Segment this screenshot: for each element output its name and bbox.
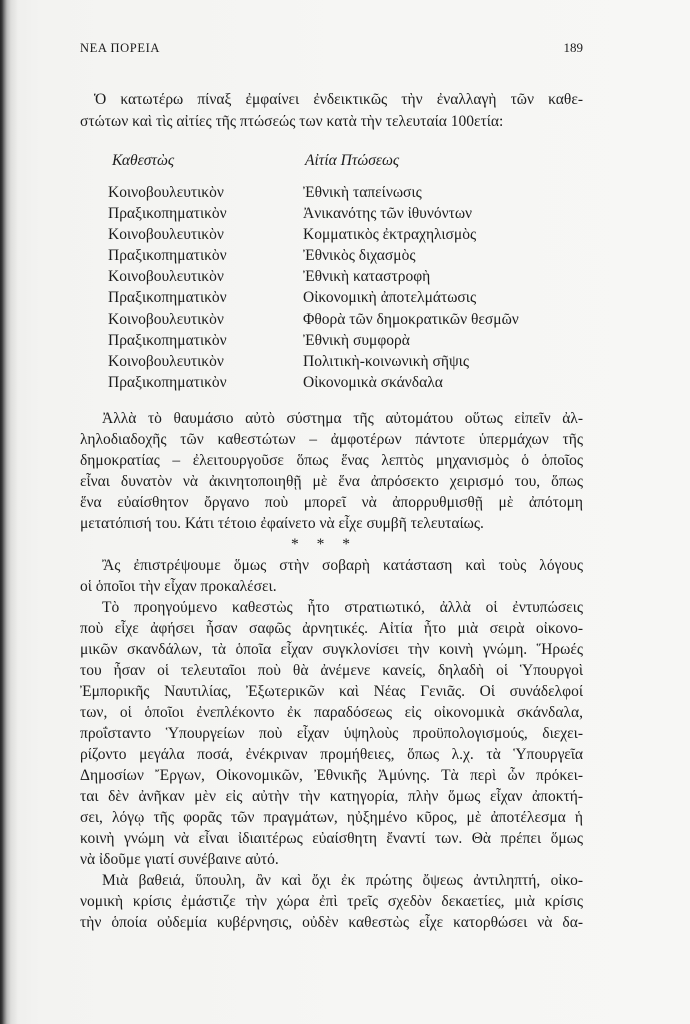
table-cell-cause: Ἐθνικὴ ταπείνωσις [303, 183, 422, 201]
table-cell-cause: Ἐθνικὴ καταστροφὴ [303, 268, 431, 286]
table-row [0, 266, 690, 287]
text-line: του ἦσαν οἱ τελευταῖοι ποὺ θὰ ἀνέμενε κανείς, δηλαδὴ οἱ Ὑπουργοὶ [80, 662, 583, 679]
text-line: μικῶν σκανδάλων, τὰ ὁποῖα εἶχαν συγκλονίσει τὴν κοινὴ γνώμη. Ἥρωές [80, 641, 583, 658]
text-line: νομικὴ κρίσις ἐμάστιζε τὴν χώρα ἐπὶ τρεῖς σχεδὸν δεκαετίες, μιὰ κρίσις [80, 893, 583, 910]
text-line: ἕνα εὐαίσθητον ὄργανο ποὺ μπορεῖ νὰ ἀπορρυθμισθῇ μὲ ἀπότομη [80, 494, 583, 511]
table-cell-cause: Οἰκονομικὰ σκάνδαλα [303, 374, 443, 392]
table-cell-regime: Κοινοβουλευτικὸν [108, 310, 224, 328]
text-line: ληλοδιαδοχῆς τῶν καθεστώτων – ἀμφοτέρων πάντοτε ὑπερμάχων τῆς [80, 431, 583, 448]
table-cell-regime: Κοινοβουλευτικὸν [108, 183, 224, 201]
table-row [0, 351, 690, 372]
table-header-cause: Αἰτία Πτώσεως [305, 152, 400, 169]
table-row [0, 182, 690, 203]
text-line: νὰ ἰδοῦμε γιατί συνέβαινε αὐτό. [80, 851, 279, 868]
table-cell-cause: Πολιτικὴ-κοινωνικὴ σῆψις [303, 353, 469, 370]
text-line: μετατόπισή του. Κάτι τέτοιο ἐφαίνετο νὰ εἶχε συμβῆ τελευταίως. [80, 515, 484, 532]
text-line: ται δὲν ἀνῆκαν μὲν εἰς αὐτὴν τὴν κατηγορία, πλὴν ὅμως εἶχαν ἀποκτή- [80, 788, 583, 805]
table-cell-regime: Πραξικοπηματικὸν [108, 374, 227, 392]
table-row [0, 330, 690, 351]
table-row [0, 372, 690, 393]
page-number: 189 [563, 40, 583, 55]
body-text [80, 408, 583, 933]
table-cell-regime: Κοινοβουλευτικὸν [108, 225, 224, 243]
text-line: ρίζοντο μεγάλα ποσά, ἐνέκριναν προμήθειες, ὅπως λ.χ. τὰ Ὑπουργεῖα [80, 746, 583, 763]
text-line: σει, λόγῳ τῆς φορᾶς τῶν πραγμάτων, ηὐξημένο κῦρος, μὲ ἀποτέλεσμα ἡ [80, 809, 583, 826]
table-row [0, 287, 690, 308]
running-head-title: ΝΕΑ ΠΟΡΕΙΑ [80, 41, 160, 55]
text-line: Δημοσίων Ἔργων, Οἰκονομικῶν, Ἐθνικῆς Ἀμύνης. Τὰ περὶ ὧν πρόκει- [80, 767, 583, 784]
table-cell-cause: Φθορὰ τῶν δημοκρατικῶν θεσμῶν [303, 310, 519, 328]
table-cell-regime: Κοινοβουλευτικὸν [108, 268, 224, 286]
regime-change-table [0, 150, 690, 393]
running-head [80, 40, 583, 56]
table-cell-regime: Πραξικοπηματικὸν [108, 331, 227, 349]
paragraph [80, 555, 583, 597]
intro-paragraph [80, 89, 583, 133]
table-body [0, 182, 690, 394]
table-cell-cause: Κομματικὸς ἐκτραχηλισμὸς [303, 225, 477, 243]
table-cell-cause: Ἐθνικὴ συμφορὰ [303, 331, 410, 349]
text-line: των, οἱ ὁποῖοι ἐνεπλέκοντο ἐκ παραδόσεως εἰς οἰκονομικὰ σκάνδαλα, [80, 704, 583, 721]
text-line: οἱ ὁποῖοι τὴν εἶχαν προκαλέσει. [80, 578, 277, 595]
table-cell-cause: Οἰκονομικὴ ἀποτελμάτωσις [303, 289, 477, 307]
paragraph [80, 870, 583, 933]
table-cell-regime: Πραξικοπηματικὸν [108, 247, 227, 265]
text-line: Τὸ προηγούμενο καθεστὼς ἦτο στρατιωτικό, ἀλλὰ οἱ ἐντυπώσεις [102, 599, 583, 616]
text-line: Ὁ κατωτέρω πίναξ ἐμφαίνει ἐνδεικτικῶς τὴν ἐναλλαγὴ τῶν καθε- [94, 91, 583, 108]
text-line: δημοκρατίας – ἐλειτουργοῦσε ὅπως ἕνας λεπτὸς μηχανισμὸς ὁ ὁποῖος [80, 452, 583, 469]
text-line: εἶναι δυνατὸν νὰ ἀκινητοποιηθῇ μὲ ἕνα ἀπρόσεκτο χειρισμό του, ὅπως [80, 473, 583, 490]
text-line: στώτων καὶ τὶς αἰτίες τῆς πτώσεώς των κατὰ τὴν τελευταία 100ετία: [80, 113, 504, 130]
table-header-row [0, 150, 690, 182]
table-header-regime: Καθεστὼς [112, 152, 175, 169]
text-line: τὴν ὁποία οὐδεμία κυβέρνησις, οὐδὲν καθεστὼς εἶχε κατορθώσει νὰ δα- [80, 914, 583, 931]
text-line: Μιὰ βαθειά, ὕπουλη, ἂν καὶ ὄχι ἐκ πρώτης ὄψεως ἀντιληπτή, οἰκο- [102, 872, 583, 889]
table-cell-regime: Κοινοβουλευτικὸν [108, 353, 224, 370]
table-row [0, 224, 690, 245]
paragraph [80, 597, 583, 870]
text-line: προΐσταντο Ὑπουργείων ποὺ εἶχαν ὑψηλοὺς προϋπολογισμούς, διεχει- [80, 725, 583, 742]
table-cell-cause: Ἐθνικὸς διχασμὸς [303, 247, 416, 265]
text-line: Ἂς ἐπιστρέψουμε ὅμως στὴν σοβαρὴ κατάσταση καὶ τοὺς λόγους [102, 557, 583, 574]
section-break: * * * [291, 536, 350, 553]
paragraph [80, 408, 583, 534]
text-line: Ἀλλὰ τὸ θαυμάσιο αὐτὸ σύστημα τῆς αὐτομάτου οὕτως εἰπεῖν ἀλ- [102, 410, 583, 427]
text-line: ποὺ εἶχε ἀφήσει ἦσαν σαφῶς ἀρνητικές. Αἰτία ἦτο μιὰ σειρὰ οἰκονο- [80, 620, 583, 637]
table-cell-regime: Πραξικοπηματικὸν [108, 289, 227, 307]
table-row [0, 309, 690, 330]
table-cell-cause: Ἀνικανότης τῶν ἰθυνόντων [303, 204, 473, 222]
table-cell-regime: Πραξικοπηματικὸν [108, 204, 227, 222]
table-row [0, 203, 690, 224]
text-line: Ἐμπορικῆς Ναυτιλίας, Ἐξωτερικῶν καὶ Νέας Γενιᾶς. Οἱ συνάδελφοί [80, 683, 583, 700]
text-line: κοινὴ γνώμη νὰ εἶναι ἰδιαιτέρως εὐαίσθητη ἔναντί των. Θὰ πρέπει ὅμως [80, 830, 583, 847]
table-row [0, 245, 690, 266]
